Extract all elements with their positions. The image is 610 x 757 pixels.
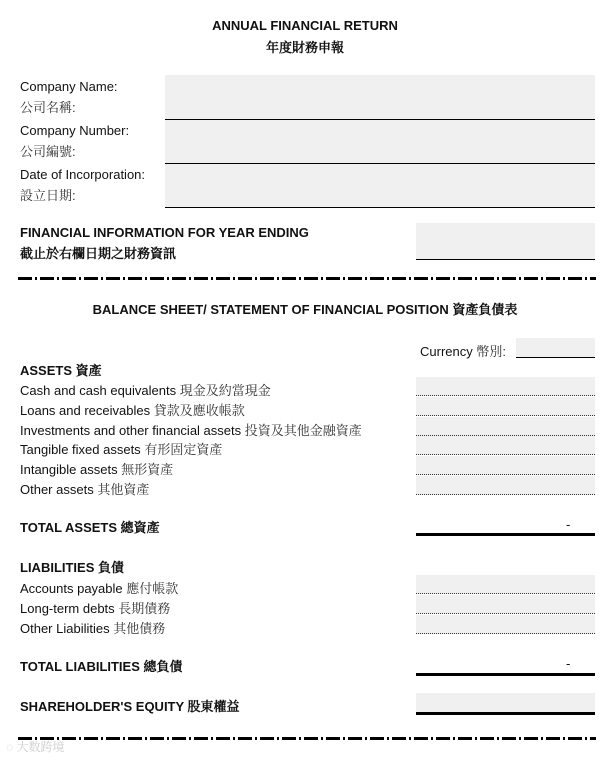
- currency-label: [420, 341, 506, 360]
- form-title: ANNUAL FINANCIAL RETURN: [212, 18, 398, 33]
- row-label-zh: 長期債務: [118, 600, 171, 616]
- row-label-zh: 有形固定資產: [144, 442, 223, 458]
- currency-label-en: Currency: [420, 344, 473, 359]
- liability-row-label: [20, 618, 165, 637]
- total-liabilities-label: TOTAL LIABILITIES 總負債: [20, 659, 183, 674]
- incorporation-date-label-zh: 設立日期:: [20, 188, 76, 203]
- asset-row-label: [20, 420, 362, 439]
- row-label-en: Investments and other financial assets: [20, 422, 242, 438]
- total-liabilities-value: -: [566, 656, 571, 671]
- liability-row-label: [20, 578, 178, 597]
- row-label-zh: 其他債務: [113, 620, 166, 636]
- asset-amount-field[interactable]: [416, 377, 595, 396]
- asset-amount-field[interactable]: [416, 476, 595, 495]
- liability-amount-field[interactable]: [416, 595, 595, 614]
- row-label-zh: 應付帳款: [126, 581, 179, 596]
- watermark: ◌ 大数跨境: [6, 740, 65, 754]
- dashed-divider-bottom: [18, 737, 596, 740]
- asset-amount-field[interactable]: [416, 436, 595, 455]
- row-label-en: Loans and receivables: [20, 402, 151, 418]
- liability-amount-field[interactable]: [416, 575, 595, 594]
- company-number-label-zh: 公司編號:: [20, 144, 76, 159]
- dashed-divider: [18, 277, 596, 280]
- asset-row-label: [20, 479, 149, 498]
- row-label-zh: 其他資產: [97, 482, 150, 497]
- balance-sheet-title: BALANCE SHEET/ STATEMENT OF FINANCIAL POSITION 資產負債表: [92, 302, 518, 317]
- row-label-en: Intangible assets: [20, 462, 118, 478]
- company-name-label: Company Name:: [20, 79, 118, 94]
- row-label-en: Long-term debts: [20, 600, 115, 616]
- asset-row-label: [20, 400, 245, 419]
- asset-amount-field[interactable]: [416, 417, 595, 436]
- equity-field[interactable]: [416, 693, 595, 715]
- equity-label: SHAREHOLDER'S EQUITY 股東權益: [20, 699, 240, 714]
- row-label-en: Accounts payable: [20, 581, 123, 596]
- year-ending-label: FINANCIAL INFORMATION FOR YEAR ENDING: [20, 225, 309, 240]
- liability-amount-field[interactable]: [416, 615, 595, 634]
- year-ending-label-zh: 截止於右欄日期之財務資訊: [20, 246, 177, 261]
- asset-row-label: [20, 380, 271, 399]
- row-label-zh: 投資及其他金融資產: [244, 422, 362, 438]
- liability-row-label: [20, 598, 170, 617]
- year-ending-field[interactable]: [416, 223, 595, 260]
- company-number-label: Company Number:: [20, 123, 130, 138]
- currency-label-zh: 幣別:: [476, 344, 506, 359]
- currency-field[interactable]: [516, 338, 595, 358]
- asset-amount-field[interactable]: [416, 456, 595, 475]
- row-label-en: Other assets: [20, 482, 94, 497]
- row-label-zh: 現金及約當現金: [179, 383, 271, 398]
- row-label-zh: 無形資產: [121, 462, 174, 478]
- row-label-en: Cash and cash equivalents: [20, 383, 177, 398]
- total-assets-label: TOTAL ASSETS 總資產: [20, 520, 160, 535]
- total-assets-value: -: [566, 517, 571, 532]
- assets-heading: ASSETS 資產: [20, 363, 102, 378]
- row-label-en: Tangible fixed assets: [20, 442, 141, 458]
- total-liabilities-underline: [416, 673, 595, 676]
- company-name-label-zh: 公司名稱:: [20, 100, 76, 115]
- incorporation-date-field[interactable]: [165, 164, 595, 208]
- asset-row-label: [20, 439, 222, 458]
- asset-amount-field[interactable]: [416, 397, 595, 416]
- liabilities-heading: LIABILITIES 負債: [20, 560, 125, 575]
- company-number-field[interactable]: [165, 120, 595, 164]
- asset-row-label: [20, 459, 173, 478]
- form-title-zh: 年度財務申報: [265, 40, 344, 55]
- row-label-en: Other Liabilities: [20, 620, 110, 636]
- incorporation-date-label: Date of Incorporation:: [20, 167, 146, 182]
- company-name-field[interactable]: [165, 75, 595, 120]
- row-label-zh: 貸款及應收帳款: [153, 402, 245, 418]
- total-assets-underline: [416, 533, 595, 536]
